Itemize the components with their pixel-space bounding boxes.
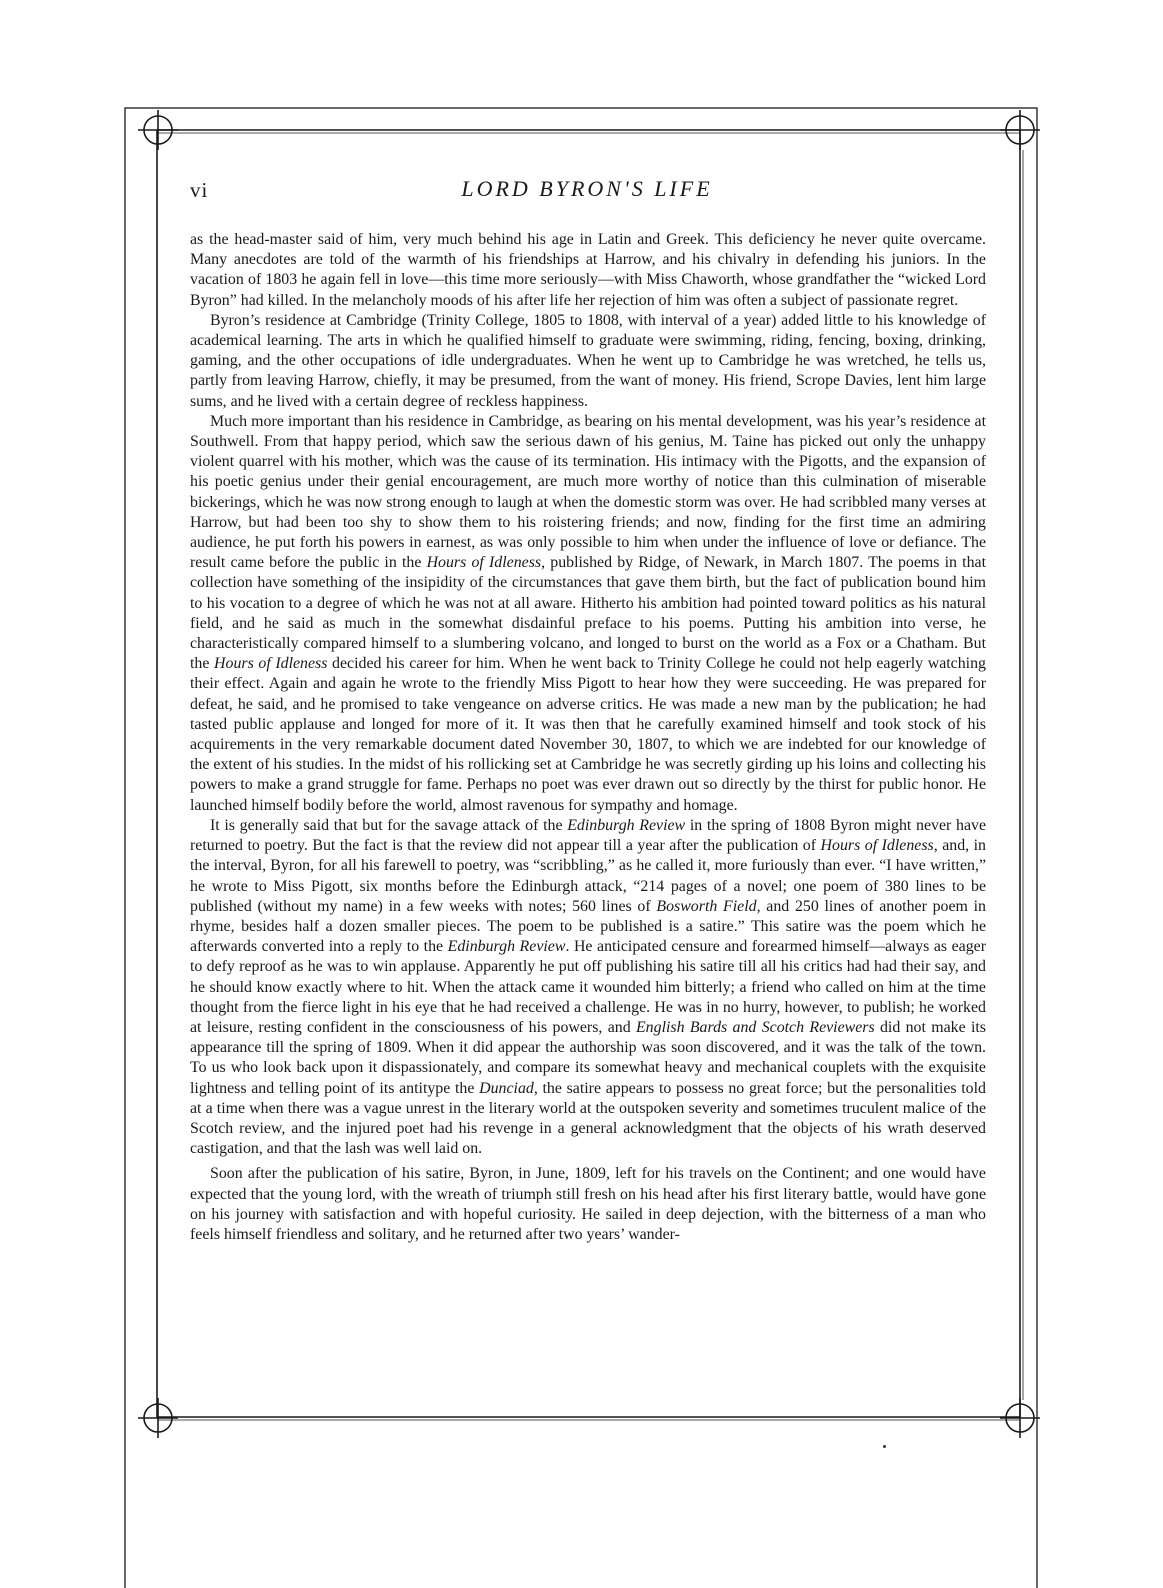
text-run: , and, in the interval, Byron, for all his farewell to poetry, was “scribbling,” as he called it, more furiously than ever. “I have written,” he wrote to Miss Pigott, six months before the Edinburgh attack, “214 pages of a novel; one poem of 380 lines to be published (without my name) in a few weeks with notes; 560 lines of — [190, 837, 986, 915]
body-text — [190, 230, 986, 1245]
text-run: , the satire appears to possess no great force; but the personalities told at a time when there was a vague unrest in the literary world at the outspoken severity and sometimes truculent malice of the Scotch review, and the injured poet had his revenge in a general acknowledgment that the objects of his wrath deserved castigation, and that the lash was well laid on. — [190, 1079, 986, 1158]
text-run: , published by Ridge, of Newark, in March 1807. The poems in that collection have something of the insipidity of the circumstances that gave them birth, but the fact of publication bound him to his vocation to a degree of which he was not at all aware. Hitherto his ambition had pointed toward politics as his natural field, and he said as much in the somewhat disdainful preface to his poems. Putting his ambition into verse, he characteristically compared himself to a slumbering volcano, and longed to burst on the world as a Fox or a Chatham. But the — [190, 554, 986, 673]
italic-title: Hours of Idleness — [820, 837, 934, 855]
text-run: Byron’s residence at Cambridge (Trinity College, 1805 to 1808, with interval of a year) added little to his knowledge of academical learning. The arts in which he qualified himself to graduate were swimming, riding, fencing, boxing, drinking, gaming, and the other occupations of idle undergraduates. When he went up to Cambridge he was wretched, he tells us, partly from leaving Harrow, chiefly, it may be presumed, from the want of money. His friend, Scrope Davies, lent him large sums, and he lived with a certain degree of reckless happiness. — [190, 311, 986, 410]
text-run: . He anticipated censure and forearmed himself—always as eager to defy reproof as he was to win applause. Apparently he put off publishing his satire till all his critics had had their say, and he should know exactly where to hit. When the attack came it wounded him bitterly; a friend who called on him at the time thought from the fierce light in his eye that he had received a challenge. He was in no hurry, however, to publish; he worked at leisure, resting confident in the consciousness of his powers, and — [190, 938, 986, 1036]
text-run: decided his career for him. When he went back to Trinity College he could not help eagerly watching their effect. Again and again he wrote to the friendly Miss Pigott to hear how they were succeeding. He was prepared for defeat, he said, and he promised to take vengeance on adverse critics. He was made a new man by the publication; he had tasted public applause and longed for more of it. It was then that he carefully examined himself and took stock of his acquirements in the very remarkable document dated November 30, 1807, to which we are indebted for our knowledge of the extent of his studies. In the midst of his rollicking set at Cambridge he was secretly girding up his loins and collecting his powers to make a grand struggle for fame. Perhaps no poet was ever drawn out so directly by the thirst for public honor. He launched himself bodily before the world, almost ravenous for sympathy and homage. — [190, 655, 986, 814]
text-run: Much more important than his residence in Cambridge, as bearing on his mental development, was his year’s residence at Southwell. From that happy period, which saw the serious dawn of his genius, M. Taine has picked out only the unhappy violent quarrel with his mother, which was the cause of its termination. His intimacy with the Pigotts, and the expansion of his poetic genius under their genial encouragement, are much more worthy of notice than this culmination of miserable bickerings, which he was now strong enough to laugh at when the domestic storm was over. He had scribbled many verses at Harrow, but had been too shy to show them to his roistering friends; and now, finding for the first time an admiring audience, he put forth his powers in earnest, as was only possible to him when under the influence of love or defiance. The result came before the public in the — [190, 412, 986, 572]
text-run: Soon after the publication of his satire, Byron, in June, 1809, left for his travels on the Continent; and one would have expected that the young lord, with the wreath of triumph still fresh on his head after his first literary battle, would have gone on his journey with satisfaction and with hopeful curiosity. He sailed in deep dejection, with the bitterness of a man who feels himself friendless and solitary, and he returned after two years’ wander- — [190, 1165, 986, 1243]
paragraph — [190, 412, 986, 816]
italic-title: Hours of Idleness — [214, 655, 328, 673]
print-speck — [883, 1445, 886, 1448]
text-run: , and 250 lines of another poem in rhyme, besides half a dozen smaller pieces. The poem to be published is a satire.” This satire was the poem which he afterwards converted into a reply to the — [190, 897, 986, 956]
text-run: It is generally said that but for the savage attack of the — [210, 816, 568, 834]
text-run: in the spring of 1808 Byron might never have returned to poetry. But the fact is that the review did not appear till a year after the publication of — [190, 816, 986, 855]
paragraph — [190, 311, 986, 412]
page-header — [190, 176, 984, 206]
paragraph — [190, 816, 986, 1159]
corner-ornament-top-right — [1000, 110, 1040, 150]
corner-ornament-bottom-left — [138, 1398, 178, 1438]
italic-title: English Bards and Scotch Reviewers — [635, 1018, 875, 1036]
italic-title: Edinburgh Review — [567, 816, 686, 834]
italic-title: Edinburgh Review — [447, 938, 566, 956]
corner-ornament-bottom-right — [1000, 1398, 1040, 1438]
paragraph — [190, 1164, 986, 1245]
italic-title: Bosworth Field — [656, 897, 757, 915]
italic-title: Hours of Idleness — [426, 554, 542, 572]
italic-title: Dunciad — [479, 1079, 534, 1097]
running-title: LORD BYRON'S LIFE — [461, 176, 713, 201]
page-number: vi — [190, 178, 209, 202]
paragraph — [190, 230, 986, 311]
text-run: did not make its appearance till the spring of 1809. When it did appear the authorship was soon discovered, and it was the talk of the town. To us who look back upon it dispassionately, and compare its somewhat heavy and mechanical couplets with the exquisite lightness and telling point of its antitype the — [190, 1018, 986, 1097]
corner-ornament-top-left — [138, 110, 178, 150]
text-run: as the head-master said of him, very much behind his age in Latin and Greek. This deficiency he never quite overcame. Many anecdotes are told of the warmth of his friendships at Harrow, and his chivalry in defending his juniors. In the vacation of 1803 he again fell in love—this time more seriously—with Miss Chaworth, whose grandfather the “wicked Lord Byron” had killed. In the melancholy moods of his after life her rejection of him was often a subject of passionate regret. — [190, 231, 986, 309]
